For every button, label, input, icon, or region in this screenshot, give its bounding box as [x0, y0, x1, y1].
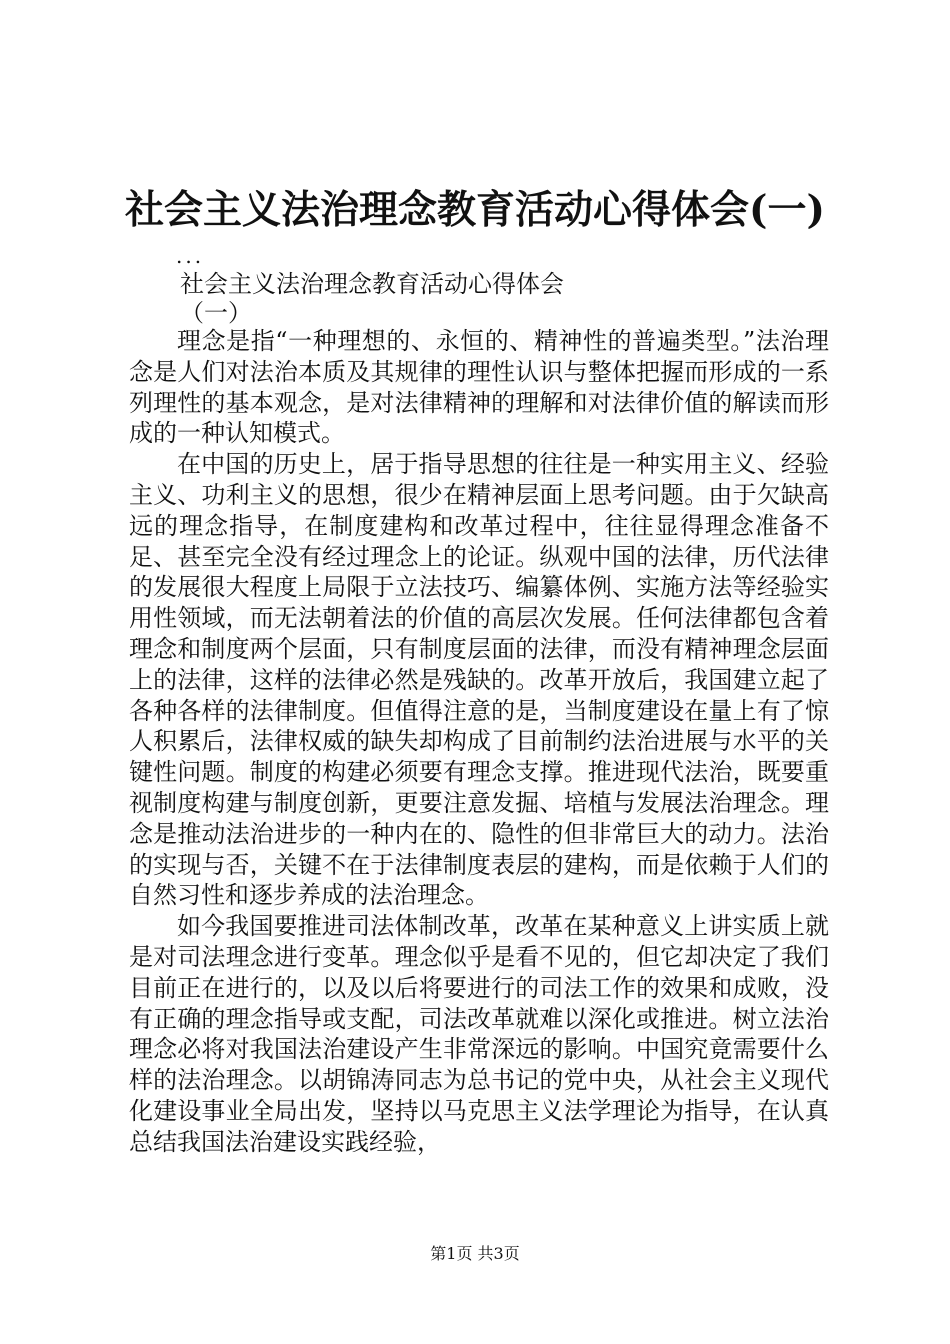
subtitle-number: （一） [180, 299, 252, 327]
page-footer: 第1页 共3页 [430, 1244, 520, 1263]
ellipsis-marker: ... [176, 244, 205, 268]
document-title: 社会主义法治理念教育活动心得体会(一) [125, 187, 825, 233]
paragraph: 理念是指“一种理想的、永恒的、精神性的普遍类型。”法治理念是人们对法治本质及其规律的理性认识与整体把握而形成的一系列理性的基本观念，是对法律精神的理解和对法律价值的解读而形成的一种认知模式。 [129, 327, 829, 448]
paragraph: 如今我国要推进司法体制改革，改革在某种意义上讲实质上就是对司法理念进行变革。理念似乎是看不见的，但它却决定了我们目前正在进行的，以及以后将要进行的司法工作的效果和成败，没有正确的理念指导或支配，司法改革就难以深化或推进。树立法治理念必将对我国法治建设产生非常深远的影响。中国究竟需要什么样的法治理念。以胡锦涛同志为总书记的党中央，从社会主义现代化建设事业全局出发，坚持以马克思主义法学理论为指导，在认真总结我国法治建设实践经验， [129, 912, 829, 1156]
paragraph: 在中国的历史上，居于指导思想的往往是一种实用主义、经验主义、功利主义的思想，很少在精神层面上思考问题。由于欠缺高远的理念指导，在制度建构和改革过程中，往往显得理念准备不足、甚至完全没有经过理念上的论证。纵观中国的法律，历代法律的发展很大程度上局限于立法技巧、编纂体例、实施方法等经验实用性领域，而无法朝着法的价值的高层次发展。任何法律都包含着理念和制度两个层面，只有制度层面的法律，而没有精神理念层面上的法律，这样的法律必然是残缺的。改革开放后，我国建立起了各种各样的法律制度。但值得注意的是，当制度建设在量上有了惊人积累后，法律权威的缺失却构成了目前制约法治进展与水平的关键性问题。制度的构建必须要有理念支撑。推进现代法治，既要重视制度构建与制度创新，更要注意发掘、培植与发展法治理念。理念是推动法治进步的一种内在的、隐性的但非常巨大的动力。法治的实现与否，关键不在于法律制度表层的建构，而是依赖于人们的自然习性和逐步养成的法治理念。 [129, 450, 829, 910]
document-subtitle: 社会主义法治理念教育活动心得体会 [180, 270, 564, 298]
body-text [129, 326, 829, 1158]
